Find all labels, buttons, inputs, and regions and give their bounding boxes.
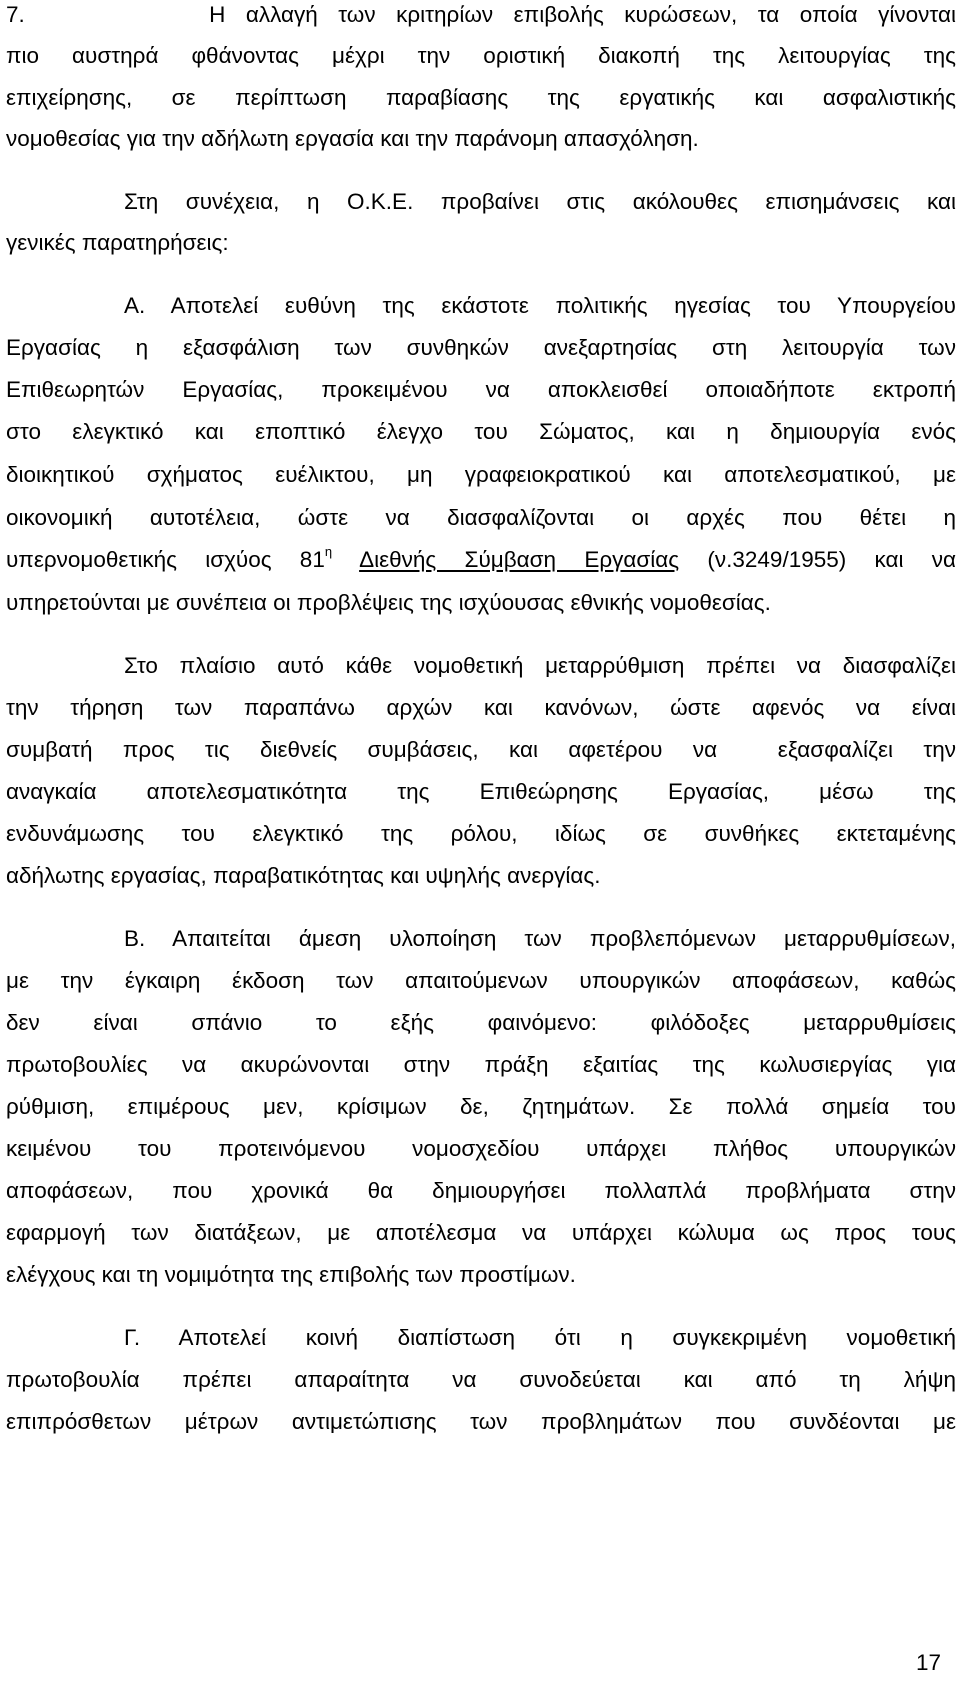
text-line: στο ελεγκτικό και εποπτικό έλεγχο του Σώματος, και η δημιουργία ενός: [6, 419, 956, 444]
text-line: οικονομική αυτοτέλεια, ώστε να διασφαλίζονται οι αρχές που θέτει η: [6, 505, 956, 530]
text-line: Α. Αποτελεί ευθύνη της εκάστοτε πολιτικής ηγεσίας του Υπουργείου: [124, 293, 956, 318]
text-line: δεν είναι σπάνιο το εξής φαινόμενο: φιλόδοξες μεταρρυθμίσεις: [6, 1010, 956, 1035]
text-line: πρωτοβουλία πρέπει απαραίτητα να συνοδεύεται και από τη λήψη: [6, 1367, 956, 1392]
text-line: αποφάσεων, που χρονικά θα δημιουργήσει πολλαπλά προβλήματα στην: [6, 1178, 956, 1203]
text-line: Γ. Αποτελεί κοινή διαπίστωση ότι η συγκεκριμένη νομοθετική: [124, 1325, 956, 1350]
text-line: Στο πλαίσιο αυτό κάθε νομοθετική μεταρρύθμιση πρέπει να διασφαλίζει: [124, 653, 956, 678]
text-line: πρωτοβουλίες να ακυρώνονται στην πράξη εξαιτίας της κωλυσιεργίας για: [6, 1052, 956, 1077]
text-line: με την έγκαιρη έκδοση των απαιτούμενων υπουργικών αποφάσεων, καθώς: [6, 968, 956, 993]
text-line: επιχείρησης, σε περίπτωση παραβίασης της εργατικής και ασφαλιστικής: [6, 85, 956, 110]
text-line: συμβατή προς τις διεθνείς συμβάσεις, και αφετέρου να εξασφαλίζει την: [6, 737, 956, 762]
text-line: διοικητικού σχήματος ευέλικτου, μη γραφειοκρατικού και αποτελεσματικού, με: [6, 462, 956, 487]
text-line: 7. Η αλλαγή των κριτηρίων επιβολής κυρώσεων, τα οποία γίνονται: [6, 2, 956, 27]
text-line: [6, 545, 956, 575]
text-line: την τήρηση των παραπάνω αρχών και κανόνων, ώστε αφενός να είναι: [6, 695, 956, 720]
text-line: νομοθεσίας για την αδήλωτη εργασία και την παράνομη απασχόληση.: [6, 126, 699, 151]
text-line: ρύθμιση, επιμέρους μεν, κρίσιμων δε, ζητημάτων. Σε πολλά σημεία του: [6, 1094, 956, 1119]
text-line: Εργασίας η εξασφάλιση των συνθηκών ανεξαρτησίας στη λειτουργία των: [6, 335, 956, 360]
superscript: η: [324, 543, 333, 559]
page-number: 17: [916, 1650, 942, 1675]
text-line: επιπρόσθετων μέτρων αντιμετώπισης των προβλημάτων που συνδέονται με: [6, 1409, 956, 1434]
text-line: ενδυνάμωσης του ελεγκτικό της ρόλου, ιδίως σε συνθήκες εκτεταμένης: [6, 821, 956, 846]
text-segment: (ν.3249/1955) και να: [707, 547, 956, 572]
text-line: υπηρετούνται με συνέπεια οι προβλέψεις της ισχύουσας εθνικής νομοθεσίας.: [6, 590, 771, 615]
text-line: γενικές παρατηρήσεις:: [6, 230, 229, 255]
text-line: Β. Απαιτείται άμεση υλοποίηση των προβλεπόμενων μεταρρυθμίσεων,: [124, 926, 956, 951]
text-line: ελέγχους και τη νομιμότητα της επιβολής των προστίμων.: [6, 1262, 576, 1287]
text-line: αδήλωτης εργασίας, παραβατικότητας και υψηλής ανεργίας.: [6, 863, 601, 888]
underlined-text: Διεθνής Σύμβαση Εργασίας: [359, 547, 680, 572]
text-line: εφαρμογή των διατάξεων, με αποτέλεσμα να υπάρχει κώλυμα ως προς τους: [6, 1220, 956, 1245]
text-line: κειμένου του προτεινόμενου νομοσχεδίου υπάρχει πλήθος υπουργικών: [6, 1136, 956, 1161]
text-line: Επιθεωρητών Εργασίας, προκειμένου να αποκλεισθεί οποιαδήποτε εκτροπή: [6, 377, 956, 402]
text-line: αναγκαία αποτελεσματικότητα της Επιθεώρησης Εργασίας, μέσω της: [6, 779, 956, 804]
text-line: πιο αυστηρά φθάνοντας μέχρι την οριστική διακοπή της λειτουργίας της: [6, 43, 956, 68]
text-segment: υπερνομοθετικής ισχύος 81: [6, 547, 325, 572]
text-line: Στη συνέχεια, η Ο.Κ.Ε. προβαίνει στις ακόλουθες επισημάνσεις και: [124, 189, 956, 214]
